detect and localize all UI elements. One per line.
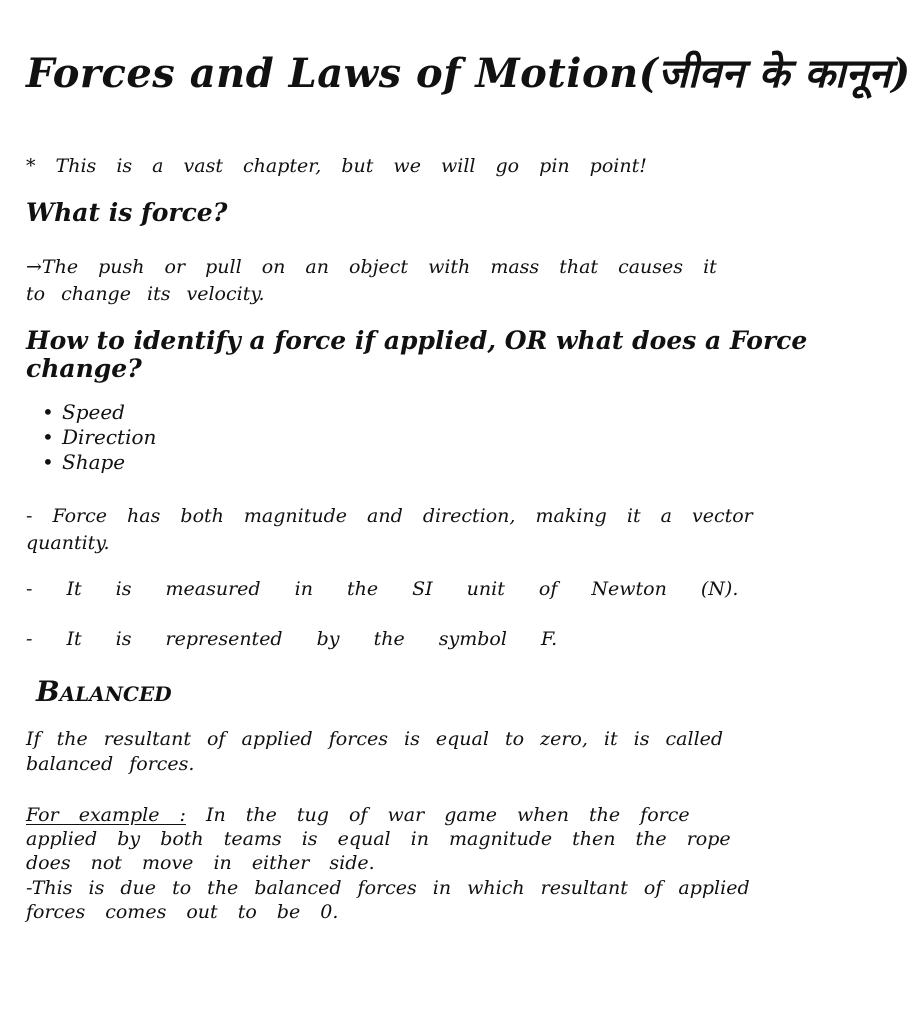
intro-note: * This is a vast chapter, but we will go pin point!: [26, 155, 647, 177]
balanced-definition-line-2: balanced forces.: [26, 753, 195, 775]
example-line-1: [26, 804, 690, 826]
identify-force-heading-line-1: How to identify a force if applied, OR what does a Force: [26, 326, 808, 355]
si-unit-note: - It is measured in the SI unit of Newton (N).: [26, 578, 739, 600]
example-line-3: does not move in either side.: [26, 852, 375, 874]
reason-line-2: forces comes out to be 0.: [26, 901, 339, 923]
force-definition-line-1: →The push or pull on an object with mass that causes it: [26, 256, 717, 278]
reason-line-1: -This is due to the balanced forces in which resultant of applied: [26, 877, 750, 899]
identify-force-heading-line-2: change?: [26, 354, 142, 383]
vector-note-line-2: quantity.: [26, 532, 110, 554]
vector-note-line-1: - Force has both magnitude and direction, making it a vector: [26, 505, 753, 527]
page-title: Forces and Laws of Motion(जीवन के कानून): [26, 50, 911, 97]
bullet-direction: • Direction: [42, 425, 156, 450]
example-label: For example :: [26, 804, 186, 826]
example-text-1: In the tug of war game when the force: [205, 804, 690, 826]
bullet-speed: • Speed: [42, 400, 156, 425]
symbol-note: - It is represented by the symbol F.: [26, 628, 558, 650]
balanced-heading: Balanced: [36, 675, 172, 708]
force-effects-list: [42, 400, 156, 475]
what-is-force-heading: What is force?: [26, 198, 228, 227]
example-line-2: applied by both teams is equal in magnitude then the rope: [26, 828, 731, 850]
balanced-definition-line-1: If the resultant of applied forces is equal to zero, it is called: [26, 728, 724, 750]
bullet-shape: • Shape: [42, 450, 156, 475]
force-definition-line-2: to change its velocity.: [26, 283, 265, 305]
